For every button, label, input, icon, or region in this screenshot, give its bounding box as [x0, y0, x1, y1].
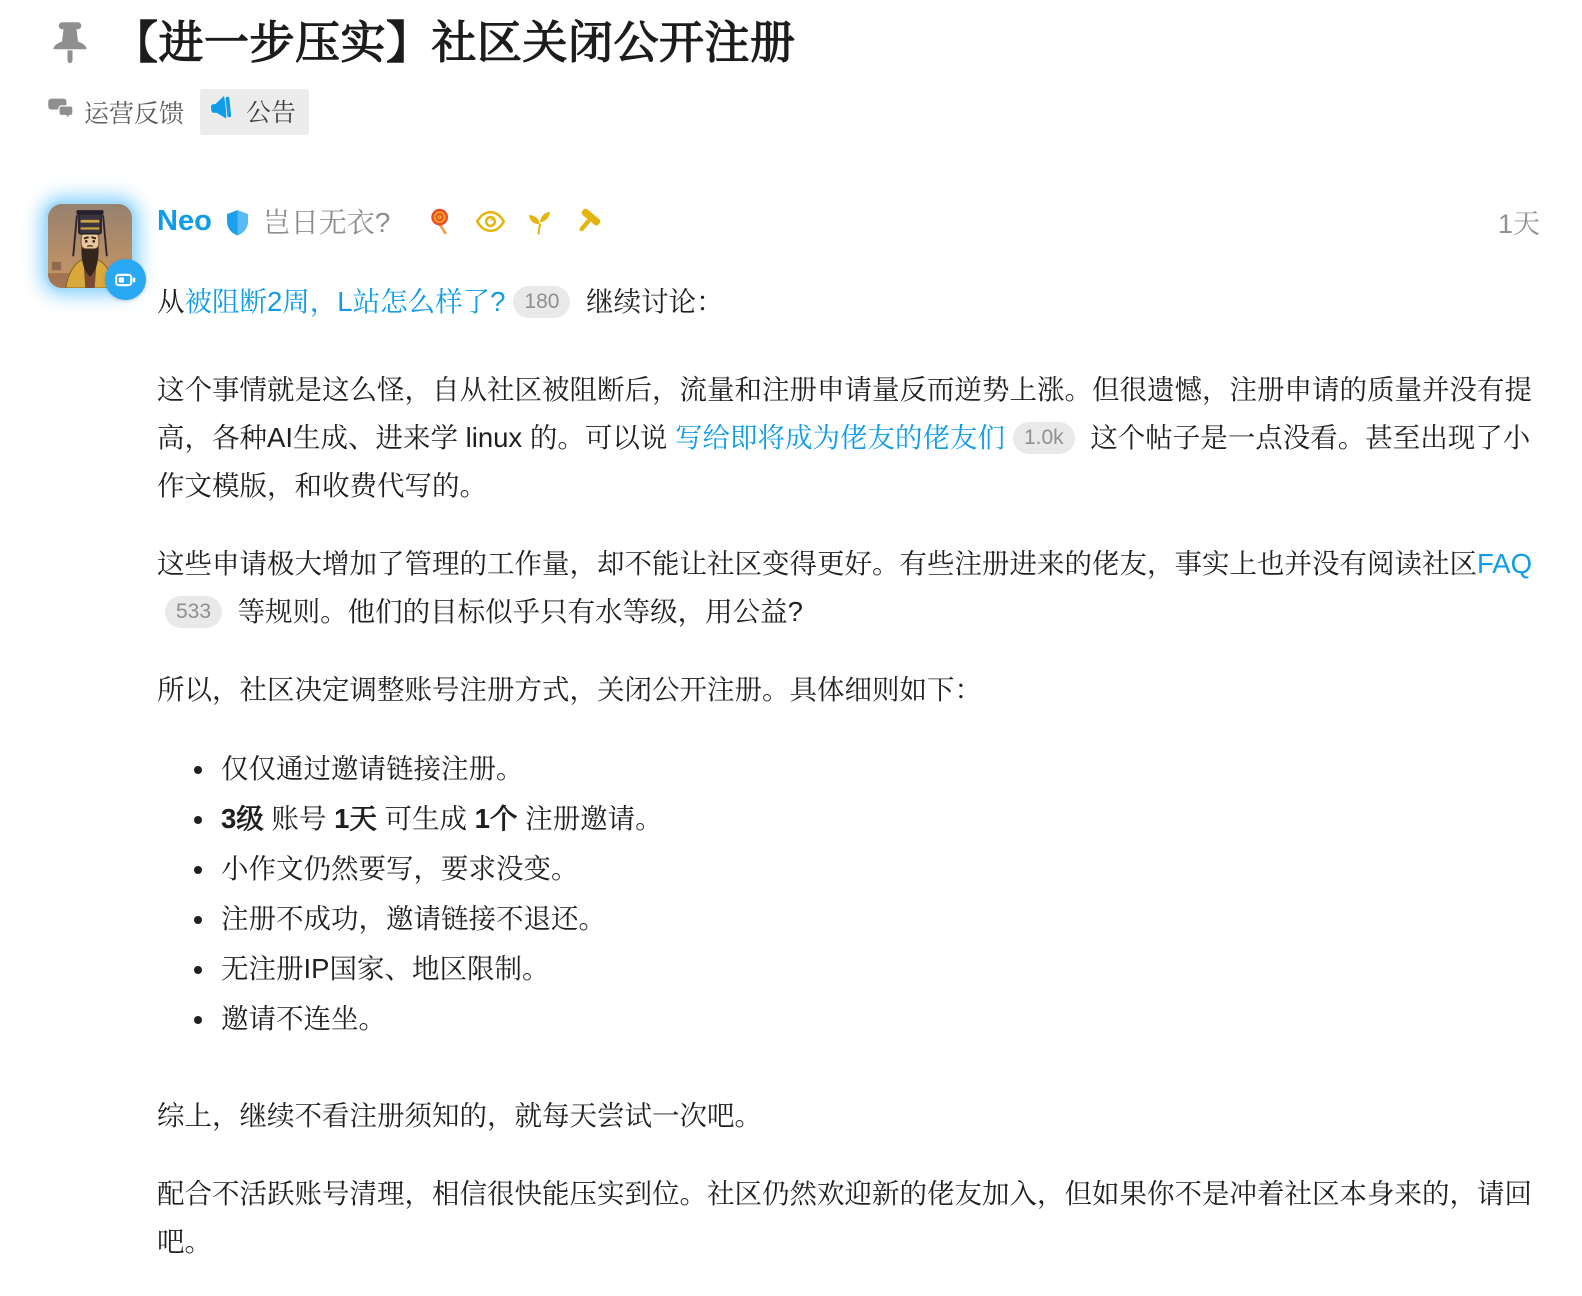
bullet-item: • 仅仅通过邀请链接注册。 [217, 744, 1540, 794]
battery-icon [113, 267, 139, 293]
quote-continuation-line: 从被阻断2周，L站怎么样了? 180 继续讨论： [157, 286, 724, 317]
category-row [47, 89, 1540, 135]
eye-icon [475, 206, 506, 237]
click-count-badge: 1.0k [1013, 422, 1075, 454]
megaphone-icon [210, 94, 237, 128]
inline-topic-link[interactable]: 写给即将成为佬友的佬友们 [674, 422, 1005, 453]
post-timestamp[interactable]: 1天 [1497, 208, 1540, 239]
topic-header [45, 10, 1540, 76]
avatar-column [45, 201, 157, 1296]
post-meta-row [157, 201, 1540, 241]
bullet-item: • 无注册IP国家、地区限制。 [217, 944, 1540, 994]
inline-topic-link[interactable]: FAQ [1477, 548, 1533, 579]
paragraph: 这个事情就是这么怪，自从社区被阻断后，流量和注册申请量反而逆势上涨。但很遗憾，注册申请的质量并没有提高，各种AI生成、进来学 linux 的。可以说 写给即将成为佬友的佬友们 1.0k 这个帖子是一点没看。甚至出现了小作文模版，和收费代写的。 [157, 374, 1532, 501]
bold-text: 1个 [474, 803, 518, 834]
topic-title[interactable]: 【进一步压实】社区关闭公开注册 [113, 17, 796, 69]
post-main [157, 201, 1540, 1296]
post-content [157, 278, 1540, 1266]
category-link[interactable] [47, 94, 184, 130]
category-label: 运营反馈 [84, 100, 185, 128]
paragraph: 配合不活跃账号清理，相信很快能压实到位。社区仍然欢迎新的佬友加入，但如果你不是冲着社区本身来的，请回吧。 [157, 1178, 1532, 1257]
paragraph: 这些申请极大增加了管理的工作量，却不能让社区变得更好。有些注册进来的佬友，事实上也并没有阅读社区FAQ533 等规则。他们的目标似乎只有水等级，用公益? [157, 548, 1533, 627]
inline-topic-link[interactable]: 被阻断2周，L站怎么样了? [184, 286, 506, 317]
click-count-badge: 180 [513, 286, 570, 318]
pushpin-icon [45, 10, 95, 76]
bullet-item: • 邀请不连坐。 [217, 994, 1540, 1044]
hammer-icon [573, 206, 604, 237]
avatar-flair-badge [105, 259, 146, 300]
bullet-item: • 3级 账号 1天 可生成 1个 注册邀请。 [217, 794, 1540, 844]
bold-text: 3级 [221, 803, 264, 834]
paragraph: 所以，社区决定调整账号注册方式，关闭公开注册。具体细则如下： [157, 674, 982, 705]
user-badge-row [426, 206, 604, 237]
speech-bubbles-icon [47, 96, 75, 129]
username-link[interactable]: Neo [157, 204, 212, 237]
user-title: 岂日无衣? [262, 207, 391, 238]
tag-label: 公告 [246, 99, 297, 127]
lollipop-icon [426, 206, 457, 237]
bullet-item: • 注册不成功，邀请链接不退还。 [217, 894, 1540, 944]
tag-announcement[interactable] [200, 89, 309, 135]
post [45, 201, 1540, 1296]
seedling-icon [524, 206, 555, 237]
moderator-shield-icon [224, 208, 251, 237]
paragraph: 综上，继续不看注册须知的，就每天尝试一次吧。 [157, 1100, 762, 1131]
bullet-item: • 小作文仍然要写，要求没变。 [217, 844, 1540, 894]
bold-text: 1天 [334, 803, 377, 834]
rules-list [157, 744, 1540, 1044]
click-count-badge: 533 [165, 596, 222, 628]
